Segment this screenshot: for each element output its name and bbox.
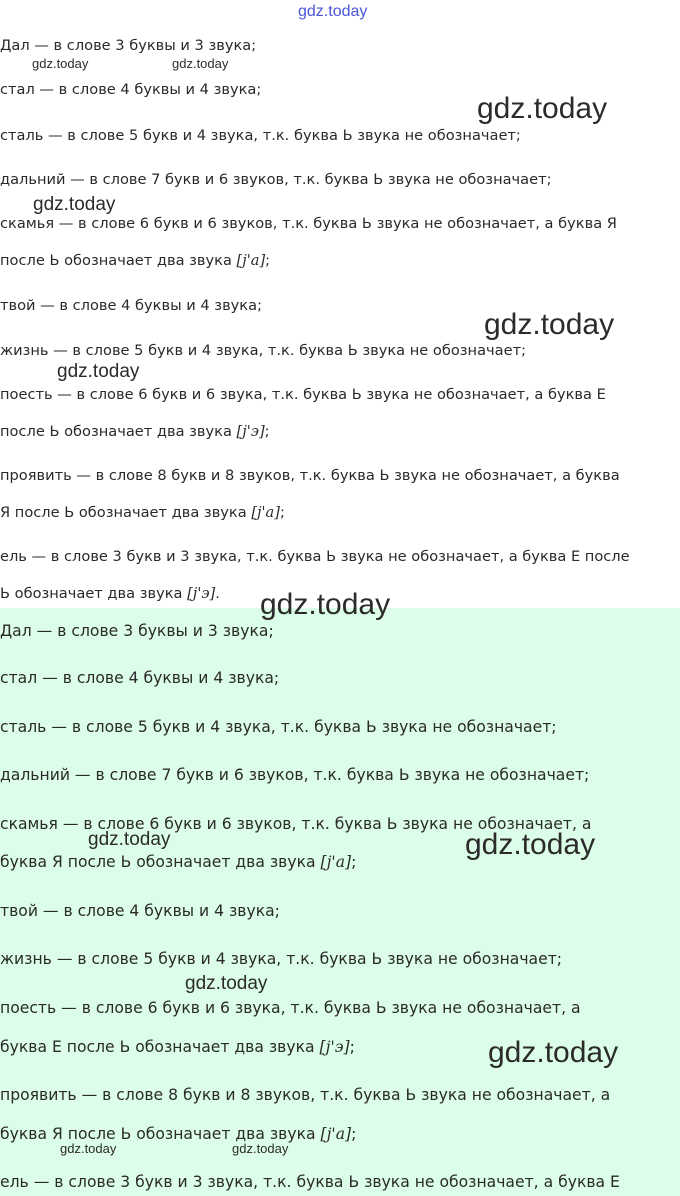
punctuation: . (215, 585, 220, 602)
answer-word: дальний (0, 171, 66, 188)
watermark: gdz.today (465, 828, 596, 861)
answer-word: твой (0, 297, 36, 314)
answer-line (0, 296, 262, 316)
answer-line (0, 901, 280, 921)
answer-text: — в слове 4 буквы и 4 звука; (35, 297, 262, 314)
answer-line (0, 80, 261, 100)
watermark: gdz.today (260, 588, 391, 621)
answer-line (0, 126, 521, 146)
answer-word: проявить (0, 1086, 77, 1104)
phonetic-transcription: [j'э] (319, 1038, 350, 1056)
answer-word: поесть (0, 999, 57, 1017)
answer-text: — в слове 8 букв и 8 звуков, т.к. буква Ь звука не обозначает, а (76, 1086, 611, 1104)
answer-word: жизнь (0, 342, 49, 359)
answer-text: — в слове 4 буквы и 4 звука; (37, 902, 280, 920)
watermark: gdz.today (60, 1141, 117, 1156)
answer-line-continued (0, 1037, 355, 1057)
answer-word: Дал (0, 622, 32, 640)
answer-text: — в слове 5 букв и 4 звука, т.к. буква Ь звука не обозначает; (43, 127, 521, 144)
phonetic-transcription: [j'э] (187, 585, 216, 602)
punctuation: ; (349, 1038, 355, 1056)
answer-text: — в слове 8 букв и 8 звуков, т.к. буква Ь звука не обозначает, а буква (71, 467, 620, 484)
answer-line (0, 1172, 620, 1192)
answer-text: — в слове 6 букв и 6 звука, т.к. буква Ь звука не обозначает, а буква Е (52, 386, 606, 403)
answer-text: Я после Ь обозначает два звука (0, 504, 252, 521)
answer-word: твой (0, 902, 38, 920)
answer-highlighted-section (0, 608, 680, 1196)
answer-line-continued (0, 422, 270, 442)
answer-text: — в слове 4 буквы и 4 звука; (37, 669, 280, 687)
answer-word: сталь (0, 127, 44, 144)
answer-word: Дал (0, 37, 30, 54)
watermark: gdz.today (88, 829, 171, 850)
answer-text: — в слове 7 букв и 6 звуков, т.к. буква Ь звука не обозначает; (65, 171, 552, 188)
answer-word: сталь (0, 718, 47, 736)
punctuation: ; (351, 1125, 357, 1143)
answer-line-continued (0, 584, 220, 604)
watermark: gdz.today (232, 1141, 289, 1156)
answer-line (0, 621, 274, 641)
answer-text: Ь обозначает два звука (0, 585, 188, 602)
answer-text: — в слове 6 букв и 6 звуков, т.к. буква Ь звука не обозначает, а буква Я (54, 215, 617, 232)
answer-line-continued (0, 251, 270, 271)
answer-text: — в слове 3 буквы и 3 звука; (29, 37, 257, 54)
phonetic-transcription: [j'а] (320, 853, 352, 871)
answer-text: — в слове 4 буквы и 4 звука; (34, 81, 262, 98)
watermark: gdz.today (477, 92, 608, 125)
punctuation: ; (351, 853, 357, 871)
answer-word: проявить (0, 467, 72, 484)
answer-word: скамья (0, 815, 58, 833)
punctuation: ; (264, 423, 270, 440)
watermark: gdz.today (33, 194, 116, 215)
answer-line-continued (0, 852, 356, 872)
answer-line (0, 547, 630, 567)
answer-word: поесть (0, 386, 53, 403)
answer-line (0, 949, 562, 969)
answer-text: — в слове 7 букв и 6 звуков, т.к. буква Ь звука не обозначает; (69, 766, 590, 784)
answer-word: скамья (0, 215, 55, 232)
answer-text: — в слове 6 букв и 6 звука, т.к. буква Ь звука не обозначает, а (56, 999, 581, 1017)
answer-text: — в слове 5 букв и 4 звука, т.к. буква Ь звука не обозначает; (48, 342, 526, 359)
answer-text: буква Я после Ь обозначает два звука (0, 853, 321, 871)
punctuation: ; (265, 252, 271, 269)
phonetic-transcription: [j'а] (236, 252, 266, 269)
answer-line-continued (0, 1124, 356, 1144)
watermark: gdz.today (488, 1036, 619, 1069)
answer-word: стал (0, 669, 38, 687)
answer-line-continued (0, 503, 285, 523)
answer-word: ель (0, 1173, 29, 1191)
answer-text: буква Е после Ь обозначает два звука (0, 1038, 320, 1056)
answer-text: после Ь обозначает два звука (0, 252, 237, 269)
answer-text: буква Я после Ь обозначает два звука (0, 1125, 321, 1143)
answer-line (0, 1085, 610, 1105)
watermark: gdz.today (57, 361, 140, 382)
answer-text: после Ь обозначает два звука (0, 423, 237, 440)
watermark: gdz.today (484, 308, 615, 341)
answer-text: — в слове 5 букв и 4 звука, т.к. буква Ь звука не обозначает; (51, 950, 563, 968)
answer-text: — в слове 6 букв и 6 звуков, т.к. буква Ь звука не обозначает, а (57, 815, 592, 833)
answer-line (0, 717, 557, 737)
watermark-top: gdz.today (298, 3, 368, 20)
answer-text: — в слове 3 буквы и 3 звука; (31, 622, 274, 640)
phonetic-transcription: [j'а] (251, 504, 280, 521)
answer-text: — в слове 5 букв и 4 звука, т.к. буква Ь звука не обозначает; (46, 718, 557, 736)
answer-word: жизнь (0, 950, 52, 968)
answer-line (0, 385, 606, 405)
watermark: gdz.today (172, 56, 229, 71)
answer-line (0, 998, 581, 1018)
watermark: gdz.today (32, 56, 89, 71)
answer-line (0, 341, 526, 361)
answer-word: дальний (0, 766, 70, 784)
phonetic-transcription: [j'а] (320, 1125, 352, 1143)
answer-word: ель (0, 548, 27, 565)
answer-word: стал (0, 81, 35, 98)
answer-text: — в слове 3 букв и 3 звука, т.к. буква Ь звука не обозначает, а буква Е после (26, 548, 630, 565)
answer-line (0, 466, 620, 486)
answer-text: — в слове 3 букв и 3 звука, т.к. буква Ь звука не обозначает, а буква Е (28, 1173, 620, 1191)
answer-line (0, 170, 552, 190)
answer-line (0, 214, 617, 234)
watermark: gdz.today (185, 973, 268, 994)
answer-line (0, 668, 279, 688)
answer-line (0, 765, 589, 785)
phonetic-transcription: [j'э] (236, 423, 265, 440)
answer-line (0, 36, 256, 56)
punctuation: ; (279, 504, 285, 521)
